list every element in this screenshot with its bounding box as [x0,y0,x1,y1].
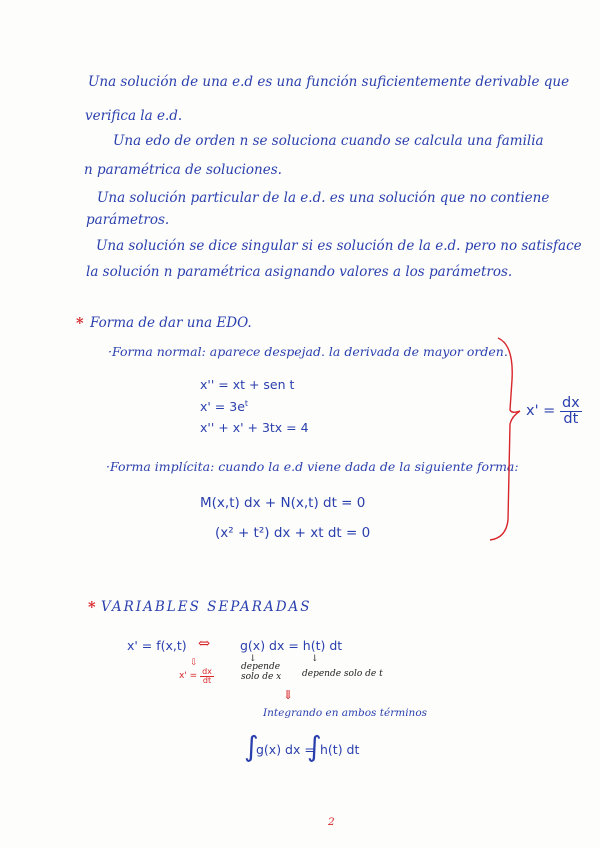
paragraph-4-line-1: Una solución se dice singular si es solución de la e.d. pero no satisface [96,238,582,254]
page-number: 2 [328,816,335,828]
depende-t: depende solo de t [302,669,383,679]
integral-sign-icon: ∫ [307,730,322,763]
paragraph-2-line-2: n paramétrica de soluciones. [84,162,282,178]
variables-rhs: g(x) dx = h(t) dt [240,638,343,653]
equation-4: M(x,t) dx + N(x,t) dt = 0 [200,495,366,511]
depende-x-line-1: depende [241,662,281,672]
variables-lhs: x' = f(x,t) [127,638,187,653]
down-arrow-icon: ↓ [311,654,319,664]
equation-3: x'' + x' + 3tx = 4 [200,420,309,435]
integral-lhs: g(x) dx = [256,742,315,757]
paragraph-1-line-2: verifica la e.d. [85,108,183,124]
forma-implicita-label: ·Forma implícita: cuando la e.d viene dada de la siguiente forma: [106,459,519,474]
equation-5: (x² + t²) dx + xt dt = 0 [215,525,371,541]
paragraph-2-line-1: Una edo de orden n se soluciona cuando se calcula una familia [113,133,544,149]
paragraph-3-line-1: Una solución particular de la e.d. es una solución que no contiene [97,190,550,206]
depende-x-line-2: solo de x [241,672,282,682]
implies-arrow-icon: ⇓ [283,687,294,702]
down-arrow-icon: ⇩ [190,658,198,668]
down-arrow-icon: ↓ [249,654,257,664]
equation-2: $x' = 3e^t$ [200,399,249,415]
paragraph-3-line-2: parámetros. [86,212,170,228]
forma-normal-label: ·Forma normal: aparece despejad. la derivada de mayor orden. [108,344,508,359]
section-heading-variables: VARIABLES SEPARADAS [101,599,312,615]
integrando-label: Integrando en ambos términos [263,707,428,719]
section-heading-forma: Forma de dar una EDO. [90,315,252,331]
derivative-definition: x' = $\frac{dx}{dt}$ [526,395,580,427]
paragraph-4-line-2: la solución n paramétrica asignando valores a los parámetros. [86,264,513,280]
iff-arrow-icon: ⇔ [198,636,211,652]
paragraph-1-line-1: Una solución de una e.d es una función suficientemente derivable que [88,74,570,90]
asterisk-icon: * [76,315,84,332]
integral-sign-icon: ∫ [244,730,259,763]
grouping-brace [490,338,520,540]
derivative-note: x' = $\frac{dx}{dt}$ [179,667,212,685]
equation-1: x'' = xt + sen t [200,377,295,392]
integral-rhs: h(t) dt [320,742,360,757]
asterisk-icon: * [88,599,96,616]
